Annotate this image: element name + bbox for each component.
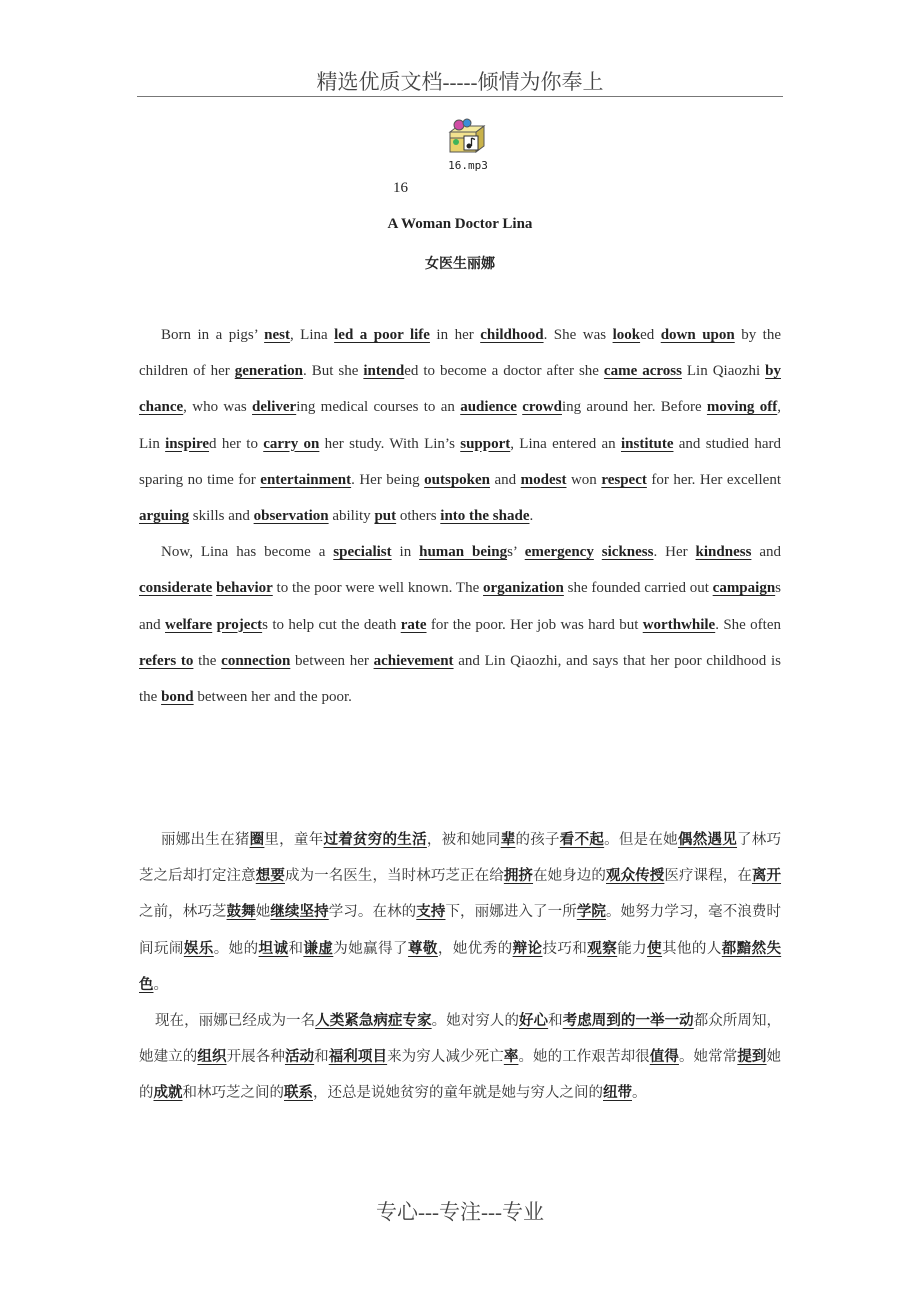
vocabulary-term: carry on: [263, 435, 320, 452]
text-run: 。她努力学习，毫不浪费时间玩闹: [139, 904, 782, 957]
vocabulary-term: 成就: [153, 1085, 183, 1102]
lesson-number: 16: [393, 180, 408, 196]
vocabulary-term: 尊敬: [407, 940, 438, 957]
text-run: 和: [548, 1013, 563, 1030]
text-run: 来为穷人减少死亡: [387, 1049, 504, 1066]
vocabulary-term: 提到: [737, 1049, 767, 1066]
vocabulary-term: 观察: [587, 940, 618, 957]
vocabulary-term: 组织: [197, 1049, 227, 1066]
vocabulary-term: institute: [620, 435, 674, 452]
text-run: between her: [290, 652, 374, 669]
vocabulary-term: 联系: [284, 1085, 313, 1102]
vocabulary-term: 离开: [751, 868, 782, 885]
text-run: 下，丽娜进入了一所: [445, 904, 577, 921]
vocabulary-term: 过着贫穷的生活: [323, 832, 427, 848]
audio-file-icon[interactable]: [448, 118, 488, 158]
lesson-title-chinese: 女医生丽娜: [425, 256, 495, 272]
text-run: . She often: [715, 616, 781, 633]
text-run: she founded carried out: [563, 580, 713, 597]
english-passage: [139, 317, 781, 715]
vocabulary-term: human being: [419, 544, 508, 561]
text-run: 学习。在林的: [328, 904, 417, 921]
text-run: skills and: [189, 508, 254, 525]
text-run: and studied hard sparing no time for: [139, 435, 782, 488]
text-run: the: [193, 652, 222, 669]
text-run: to the poor were well known. The: [272, 580, 484, 597]
text-run: 和: [314, 1049, 329, 1066]
text-run: between her and the poor.: [193, 689, 352, 706]
vocabulary-term: 学院: [576, 904, 606, 921]
vocabulary-term: came across: [603, 363, 682, 380]
text-run: ，还总是说她贫穷的童年就是她与穷人之间的: [313, 1085, 603, 1102]
vocabulary-term: 人类紧急病症专家: [315, 1013, 432, 1030]
text-run: s to help cut the death: [262, 616, 401, 633]
page-header: 精选优质文档-----倾情为你奉上: [316, 70, 604, 94]
vocabulary-term: childhood: [480, 327, 544, 343]
vocabulary-term: support: [460, 435, 511, 452]
text-run: 里，童年: [264, 832, 324, 848]
vocabulary-term: 活动: [284, 1049, 315, 1066]
text-run: 她的: [139, 1049, 782, 1102]
text-run: 。: [153, 976, 168, 993]
vocabulary-term: 继续坚持: [270, 904, 329, 921]
page-footer: 专心---专注---专业: [376, 1200, 544, 1224]
vocabulary-term: 都黯然失色: [139, 940, 782, 993]
text-run: 能力: [617, 940, 648, 957]
vocabulary-term: 想要: [255, 868, 285, 885]
chinese-paragraph-1: [139, 822, 781, 1003]
vocabulary-term: respect: [601, 471, 647, 488]
vocabulary-term: 纽带: [603, 1085, 632, 1102]
text-run: Lin Qiaozhi: [681, 363, 766, 380]
text-run: . But she: [303, 363, 364, 380]
text-run: ing medical courses to an: [296, 399, 461, 416]
vocabulary-term: 值得: [649, 1049, 679, 1066]
vocabulary-term: connection: [221, 652, 291, 669]
vocabulary-term: 看不起: [559, 832, 605, 848]
text-run: for the poor. Her job was hard but: [426, 616, 643, 633]
vocabulary-term: welfare: [165, 616, 213, 633]
text-run: others: [396, 508, 441, 525]
vocabulary-term: down upon: [660, 327, 735, 343]
text-run: , Lin: [139, 399, 781, 452]
text-run: Now, Lina has become a: [161, 544, 334, 561]
text-run: 技巧和: [542, 940, 588, 957]
vocabulary-term: refers to: [139, 652, 194, 669]
vocabulary-term: considerate: [139, 580, 213, 597]
text-run: in: [391, 544, 420, 561]
text-run: . Her: [653, 544, 696, 561]
lesson-title: A Woman Doctor Lina: [387, 216, 533, 232]
text-run: ed: [640, 327, 661, 343]
text-run: 。她的工作艰苦却很: [518, 1049, 650, 1066]
text-run: 。她常常: [678, 1049, 738, 1066]
text-run: in her: [429, 327, 481, 343]
vocabulary-term: moving off: [706, 399, 778, 416]
vocabulary-term: put: [374, 508, 397, 525]
text-run: 。她的: [213, 940, 259, 957]
vocabulary-term: specialist: [333, 544, 392, 561]
vocabulary-term: led a poor life: [334, 327, 430, 343]
text-run: d her to: [209, 435, 264, 452]
text-run: . She was: [543, 327, 613, 343]
vocabulary-term: observation: [253, 508, 329, 525]
vocabulary-term: arguing: [139, 508, 190, 525]
vocabulary-term: 鼓舞: [226, 904, 256, 921]
vocabulary-term: generation: [234, 363, 304, 380]
vocabulary-term: rate: [400, 616, 427, 633]
vocabulary-term: bond: [161, 689, 194, 706]
text-run: her study. With Lin’s: [319, 435, 461, 452]
header-divider: [137, 96, 783, 97]
vocabulary-term: behavior: [216, 580, 273, 597]
vocabulary-term: inspire: [165, 435, 210, 452]
vocabulary-term: into the shade: [440, 508, 530, 525]
text-run: 。: [632, 1085, 647, 1102]
text-run: and Lin Qiaozhi, and says that her poor childhood is the: [139, 652, 781, 706]
vocabulary-term: achievement: [373, 652, 454, 669]
text-run: 都众所周知，她建立的: [139, 1013, 782, 1066]
chinese-passage: [139, 822, 781, 1112]
text-run: . Her being: [351, 471, 425, 488]
vocabulary-term: deliver: [252, 399, 297, 416]
vocabulary-term: sickness: [601, 544, 654, 561]
text-run: 。但是在她: [604, 832, 678, 848]
chinese-paragraph-2: [139, 1003, 781, 1112]
text-run: 她: [255, 904, 271, 921]
vocabulary-term: intend: [363, 363, 405, 380]
vocabulary-term: look: [612, 327, 641, 343]
text-run: won: [566, 471, 602, 488]
vocabulary-term: 坦诚: [258, 940, 289, 957]
vocabulary-term: 偶然遇见: [677, 832, 738, 848]
vocabulary-term: 福利项目: [328, 1049, 388, 1066]
english-paragraph-2: [139, 534, 781, 715]
vocabulary-term: entertainment: [260, 471, 352, 488]
text-run: 在她身边的: [533, 868, 606, 885]
vocabulary-term: crowd: [522, 399, 562, 416]
text-run: 了林巧芝之后却打定注意: [139, 832, 782, 885]
attachment-filename[interactable]: 16.mp3: [448, 159, 488, 172]
text-run: 其他的人: [662, 940, 722, 957]
vocabulary-term: modest: [520, 471, 567, 488]
audio-attachment[interactable]: [430, 118, 506, 172]
text-run: ，被和她同: [426, 832, 501, 848]
text-run: for her. Her excellent: [646, 471, 782, 488]
vocabulary-term: audience: [460, 399, 517, 416]
text-run: 丽娜出生在猪: [161, 832, 250, 848]
text-run: 和林巧芝之间的: [182, 1085, 284, 1102]
text-run: 为她赢得了: [333, 940, 408, 957]
text-run: ，她优秀的: [437, 940, 513, 957]
vocabulary-term: 辩论: [512, 940, 543, 957]
vocabulary-term: 圈: [249, 832, 265, 848]
text-run: and: [751, 544, 781, 561]
text-run: ed to become a doctor after she: [404, 363, 604, 380]
text-run: 医疗课程，在: [664, 868, 752, 885]
vocabulary-term: emergency: [524, 544, 594, 561]
text-run: and: [490, 471, 521, 488]
vocabulary-term: 拥挤: [503, 868, 534, 885]
vocabulary-term: 好心: [519, 1013, 549, 1030]
vocabulary-term: kindness: [695, 544, 752, 561]
vocabulary-term: by chance: [139, 363, 781, 416]
text-run: 之前，林巧芝: [139, 904, 227, 921]
text-run: Born in a pigs’: [161, 327, 265, 343]
text-run: by the children of her: [139, 327, 782, 380]
text-run: 。她对穷人的: [431, 1013, 519, 1030]
vocabulary-term: project: [216, 616, 263, 633]
vocabulary-term: 支持: [416, 904, 446, 921]
text-run: [594, 544, 602, 560]
text-run: 成为一名医生，当时林巧芝正在给: [284, 868, 504, 885]
english-paragraph-1: [139, 317, 781, 534]
text-run: 现在，丽娜已经成为一名: [155, 1013, 316, 1030]
vocabulary-term: nest: [264, 327, 290, 343]
vocabulary-term: 谦虚: [303, 940, 334, 957]
text-run: , who was: [183, 399, 253, 416]
text-run: .: [529, 508, 534, 525]
vocabulary-term: 使: [647, 940, 663, 957]
text-run: s and: [139, 580, 782, 633]
text-run: 和: [288, 940, 304, 957]
vocabulary-term: organization: [483, 580, 564, 597]
text-run: , Lina: [289, 327, 335, 343]
text-run: s’: [507, 544, 525, 561]
vocabulary-term: 娱乐: [183, 940, 214, 957]
vocabulary-term: 考虑周到的一举一动: [562, 1013, 694, 1030]
vocabulary-term: 率: [503, 1049, 519, 1066]
vocabulary-term: campaign: [712, 580, 776, 597]
text-run: , Lina entered an: [510, 435, 621, 452]
text-run: ability: [328, 508, 375, 525]
text-run: ing around her. Before: [561, 399, 707, 416]
text-run: 的孩子: [515, 832, 560, 848]
vocabulary-term: 观众传授: [606, 868, 665, 885]
text-run: 开展各种: [226, 1049, 285, 1066]
vocabulary-term: 辈: [500, 832, 516, 848]
vocabulary-term: worthwhile: [642, 616, 716, 633]
vocabulary-term: outspoken: [424, 471, 490, 488]
